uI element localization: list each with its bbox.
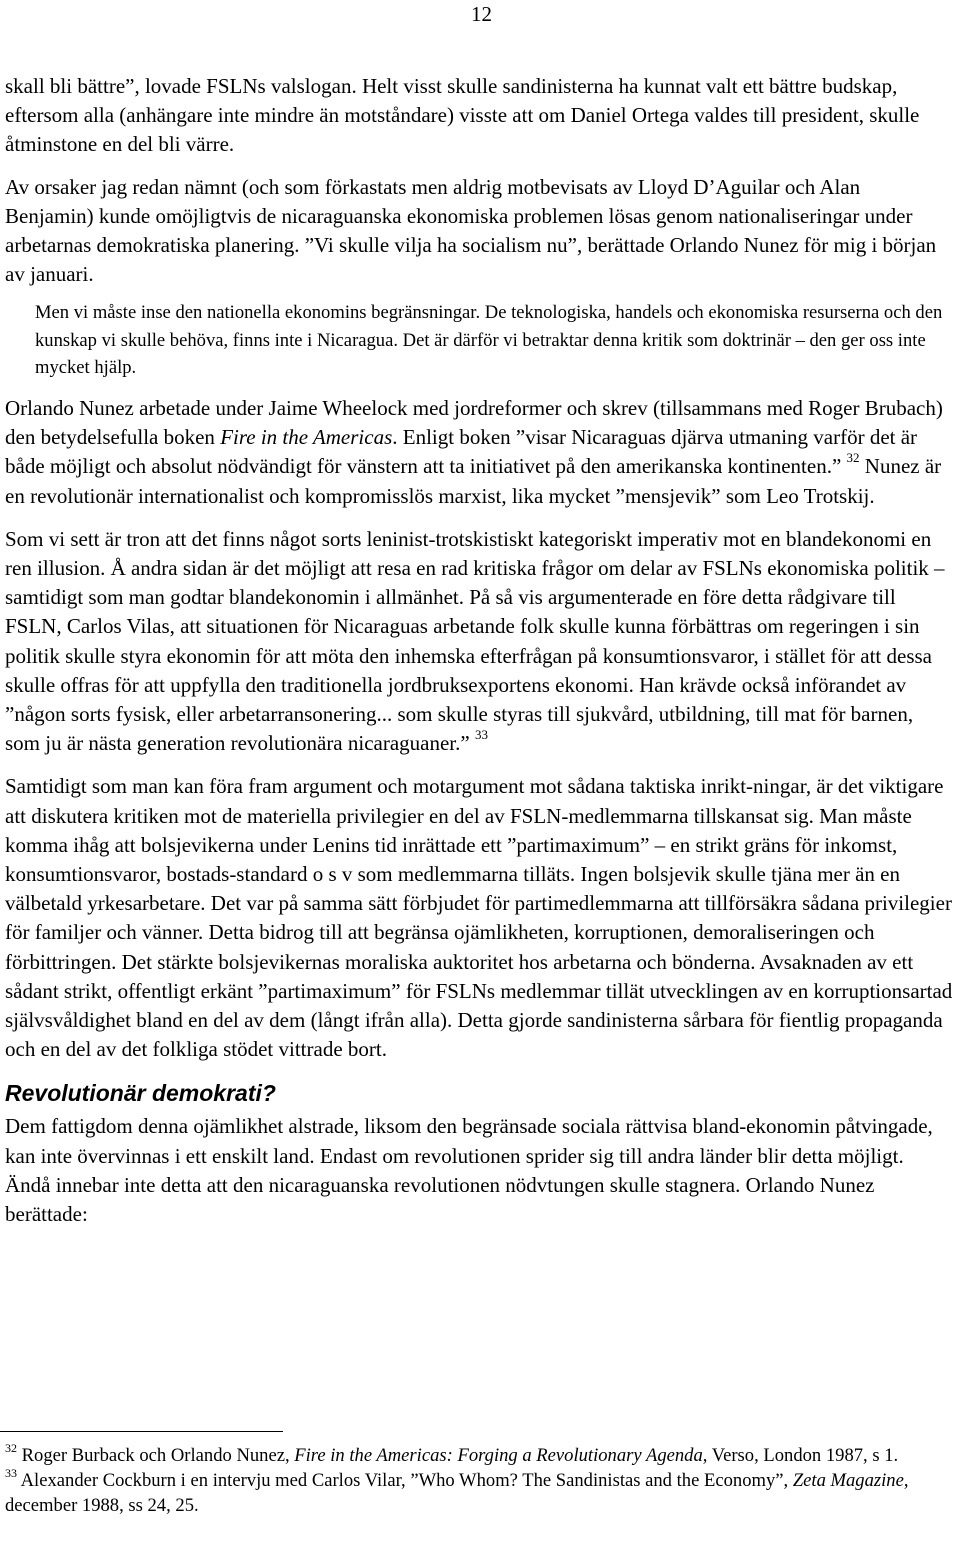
section-heading: Revolutionär demokrati? [5, 1080, 276, 1107]
paragraph-6: Dem fattigdom denna ojämlikhet alstrade, liksom den begränsade sociala rättvisa bland-ekonomin påtvingade, kan inte övervinnas i ett enskilt land. Endast om revolutionen sprider sig till andra länder blir detta möjligt. Ändå innebar inte detta att den nicaraguanska revolutionen nödvtungen skulle stagnera. Orlando Nunez berättade: [5, 1114, 933, 1226]
footnote-ref-32[interactable]: 32 [846, 450, 860, 466]
paragraph-3-text-a: Orlando Nunez arbetade under Jaime Wheelock med jordreformer och skrev (tillsammans med Roger Brubach) den betydelsefulla boken [5, 395, 943, 450]
footnote-text: Alexander Cockburn i en intervju med Carlos Vilar, ”Who Whom? The Sandinistas and the Economy”, [17, 1469, 793, 1491]
footnote-title: Zeta Magazine [792, 1469, 904, 1491]
page-body [5, 72, 953, 1243]
footnote-32 [5, 1440, 953, 1469]
footnote-divider [0, 1431, 283, 1432]
footnote-text: Roger Burback och Orlando Nunez, [17, 1445, 295, 1466]
book-title: Fire in the Americas [220, 425, 393, 450]
paragraph-3-text-c: Nunez är en revolutionär internationalist och kompromisslös marxist, lika mycket ”mensjevik” som Leo Trotskij. [5, 454, 942, 508]
footnote-number: 33 [5, 1465, 17, 1480]
paragraph-3-text-b: . Enligt boken ”visar Nicaraguas djärva utmaning varför det är både möjligt och absolut nödvändigt för vänstern att ta initiativet på den amerikanska kontinenten.” [5, 425, 918, 479]
block-quote: Men vi måste inse den nationella ekonomins begränsningar. De teknologiska, handels och ekonomiska resurserna och den kunskap vi skulle behöva, finns inte i Nicaragua. Det är därför vi betraktar denna kritik som doktrinär – den ger oss inte mycket hjälp. [35, 302, 943, 379]
footnote-33 [5, 1465, 953, 1519]
paragraph-4-text: Som vi sett är tron att det finns något sorts leninist-trotskistiskt kategoriskt imperativ mot en blandekonomi en ren illusion. Å andra sidan är det möjligt att resa en rad kritiska frågor om delar av FSLNs ekonomiska politik – samtidigt som man godtar blandekonomin i allmänhet. På så vis argumenterade en före detta rådgivare till FSLN, Carlos Vilas, att situationen för Nicaraguas arbetande folk skulle kunna förbättras om regeringen i sin politik skulle styra ekonomin för att möta den inhemska efterfrågan på konsumtionsvaror, i stället för att dessa skulle offras för att uppfylla den traditionella jordbruksexportens ekonomi. Han krävde också införandet av ”någon sorts fysisk, eller arbetarransonering... som skulle styras till sjukvård, utbildning, till mat för barnen, som ju är nästa generation revolutionära nicaraguaner.” [5, 526, 945, 756]
paragraph-3 [5, 394, 953, 511]
footnote-text: , december 1988, ss 24, 25. [5, 1469, 909, 1516]
footnote-title: Fire in the Americas: Forging a Revolutionary Agenda [294, 1445, 703, 1466]
footnote-number: 32 [5, 1440, 17, 1455]
paragraph-5: Samtidigt som man kan föra fram argument och motargument mot sådana taktiska inrikt-ningar, är det viktigare att diskutera kritiken mot de materiella privilegier en del av FSLN-medlemmarna tillskansat sig. Man måste komma ihåg att bolsjevikerna under Lenins tid inrättade ett ”partimaximum” – en strikt gräns för inkomst, konsumtionsvaror, bostads-standard o s v som medlemmarna tilläts. Ingen bolsjevik skulle tjäna mer än en välbetald yrkesarbetare. Det var på samma sätt förbjudet för partimedlemmarna att tillförsäkra sådana privilegier för familjer och vänner. Detta bidrog till att begränsa ojämlikheten, korruptionen, demoraliseringen och förbittringen. Det stärkte bolsjevikernas moraliska auktoritet hos arbetarna och bönderna. Avsaknaden av ett sådant strikt, offentligt erkänt ”partimaximum” för FSLNs medlemmar tillät utvecklingen av en korruptionsartad självsvåldighet bland en del av dem (långt ifrån alla). Detta gjorde sandinisterna sårbara för fientlig propaganda och en del av det folkliga stödet vittrade bort. [5, 774, 953, 1062]
footnote-ref-33[interactable]: 33 [474, 727, 488, 743]
paragraph-2: Av orsaker jag redan nämnt (och som förkastats men aldrig motbevisats av Lloyd D’Aguilar och Alan Benjamin) kunde omöjligtvis de nicaraguanska ekonomiska problemen lösas genom nationaliseringar under arbetarnas demokratiska planering. ”Vi skulle vilja ha socialism nu”, berättade Orlando Nunez för mig i början av januari. [5, 174, 937, 287]
paragraph-4 [5, 525, 953, 759]
paragraph-1: skall bli bättre”, lovade FSLNs valslogan. Helt visst skulle sandinisterna ha kunnat valt ett bättre budskap, eftersom alla (anhängare inte mindre än motståndare) visste att om Daniel Ortega valdes till president, skulle åtminstone en del bli värre. [5, 74, 920, 157]
page-number: 12 [471, 2, 492, 26]
footnote-text: , Verso, London 1987, s 1. [702, 1445, 899, 1466]
footnotes [5, 1440, 953, 1518]
